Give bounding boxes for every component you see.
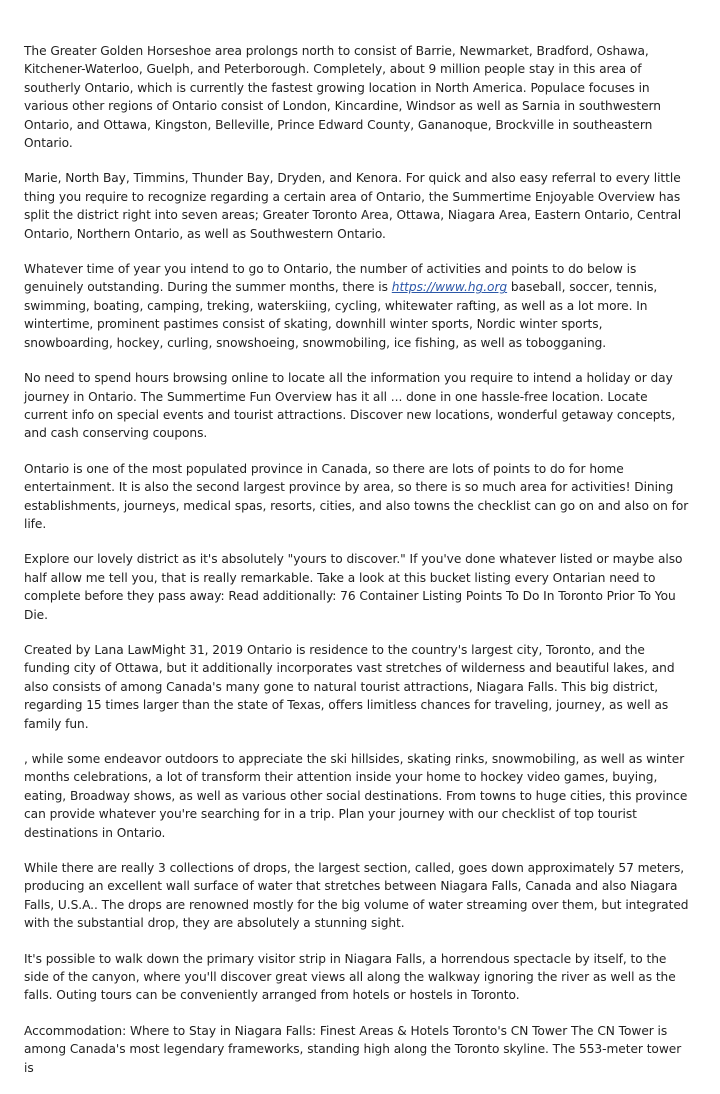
paragraph-1: The Greater Golden Horseshoe area prolongs north to consist of Barrie, Newmarket, Bradford, Oshawa, Kitchener-Waterloo, Guelph, and Peterborough. Completely, about 9 million people stay in this area of southerly Ontario, which is currently the fastest growing location in North America. Populace focuses in various other regions of Ontario consist of London, Kincardine, Windsor as well as Sarnia in southwestern Ontario, and Ottawa, Kingston, Belleville, Prince Edward County, Gananoque, Brockville in southeastern Ontario. <box>24 44 661 151</box>
hg-link[interactable]: https://www.hg.org <box>391 280 508 295</box>
paragraph-10: It's possible to walk down the primary visitor strip in Niagara Falls, a horrendous spectacle by itself, to the side of the canyon, where you'll discover great views all along the walkway ignoring the river as well as the falls. Outing tours can be conveniently arranged from hotels or hostels in Toronto. <box>24 951 676 1003</box>
document-body <box>24 42 692 1094</box>
paragraph-3-after: baseball, soccer, tennis, swimming, boating, camping, treking, waterskiing, cycling, whitewater rafting, as well as a lot more. In wintertime, prominent pastimes consist of skating, downhill winter sports, Nordic winter sports, snowboarding, hockey, curling, snowshoeing, snowmobiling, ice fishing, as well as tobogganing. <box>24 280 658 350</box>
paragraph-4: No need to spend hours browsing online to locate all the information you require to intend a holiday or day journey in Ontario. The Summertime Fun Overview has it all ... done in one hassle-free location. Locate current info on special events and tourist attractions. Discover new locations, wonderful getaway concepts, and cash conserving coupons. <box>24 371 676 441</box>
paragraph-6: Explore our lovely district as it's absolutely "yours to discover." If you've done whatever listed or maybe also half allow me tell you, that is really remarkable. Take a look at this bucket listing every Ontarian need to complete before they pass away: Read additionally: 76 Container Listing Points To Do In Toronto Prior To You Die. <box>24 552 683 622</box>
paragraph-5: Ontario is one of the most populated province in Canada, so there are lots of points to do for home entertainment. It is also the second largest province by area, so there is so much area for activities! Dining establishments, journeys, medical spas, resorts, cities, and also towns the checklist can go on and also on for life. <box>24 461 689 531</box>
paragraph-7: Created by Lana LawMight 31, 2019 Ontario is residence to the country's largest city, Toronto, and the funding city of Ottawa, but it additionally incorporates vast stretches of wilderness and beautiful lakes, and also consists of among Canada's many gone to natural tourist attractions, Niagara Falls. This big district, regarding 15 times larger than the state of Texas, offers limitless chances for traveling, journey, as well as family fun. <box>24 642 675 731</box>
paragraph-8: , while some endeavor outdoors to appreciate the ski hillsides, skating rinks, snowmobiling, as well as winter months celebrations, a lot of transform their attention inside your home to hockey video games, buying, eating, Broadway shows, as well as various other social destinations. From towns to huge cities, this province can provide whatever you're searching for in a trip. Plan your journey with our checklist of top tourist destinations in Ontario. <box>24 752 688 840</box>
paragraph-11: Accommodation: Where to Stay in Niagara Falls: Finest Areas & Hotels Toronto's CN Tower The CN Tower is among Canada's most legendary frameworks, standing high along the Toronto skyline. The 553-meter tower is <box>24 1023 682 1075</box>
paragraph-9: While there are really 3 collections of drops, the largest section, called, goes down approximately 57 meters, producing an excellent wall surface of water that stretches between Niagara Falls, Canada and also Niagara Falls, U.S.A.. The drops are renowned mostly for the big volume of water streaming over them, but integrated with the substantial drop, they are absolutely a stunning sight. <box>24 861 689 931</box>
paragraph-3-before: Whatever time of year you intend to go to Ontario, the number of activities and points to do below is genuinely outstanding. During the summer months, there is <box>24 262 637 295</box>
paragraph-3 <box>24 260 692 352</box>
paragraph-2: Marie, North Bay, Timmins, Thunder Bay, Dryden, and Kenora. For quick and also easy referral to every little thing you require to recognize regarding a certain area of Ontario, the Summertime Enjoyable Overview has split the district right into seven areas; Greater Toronto Area, Ottawa, Niagara Area, Eastern Ontario, Central Ontario, Northern Ontario, as well as Southwestern Ontario. <box>24 171 682 241</box>
